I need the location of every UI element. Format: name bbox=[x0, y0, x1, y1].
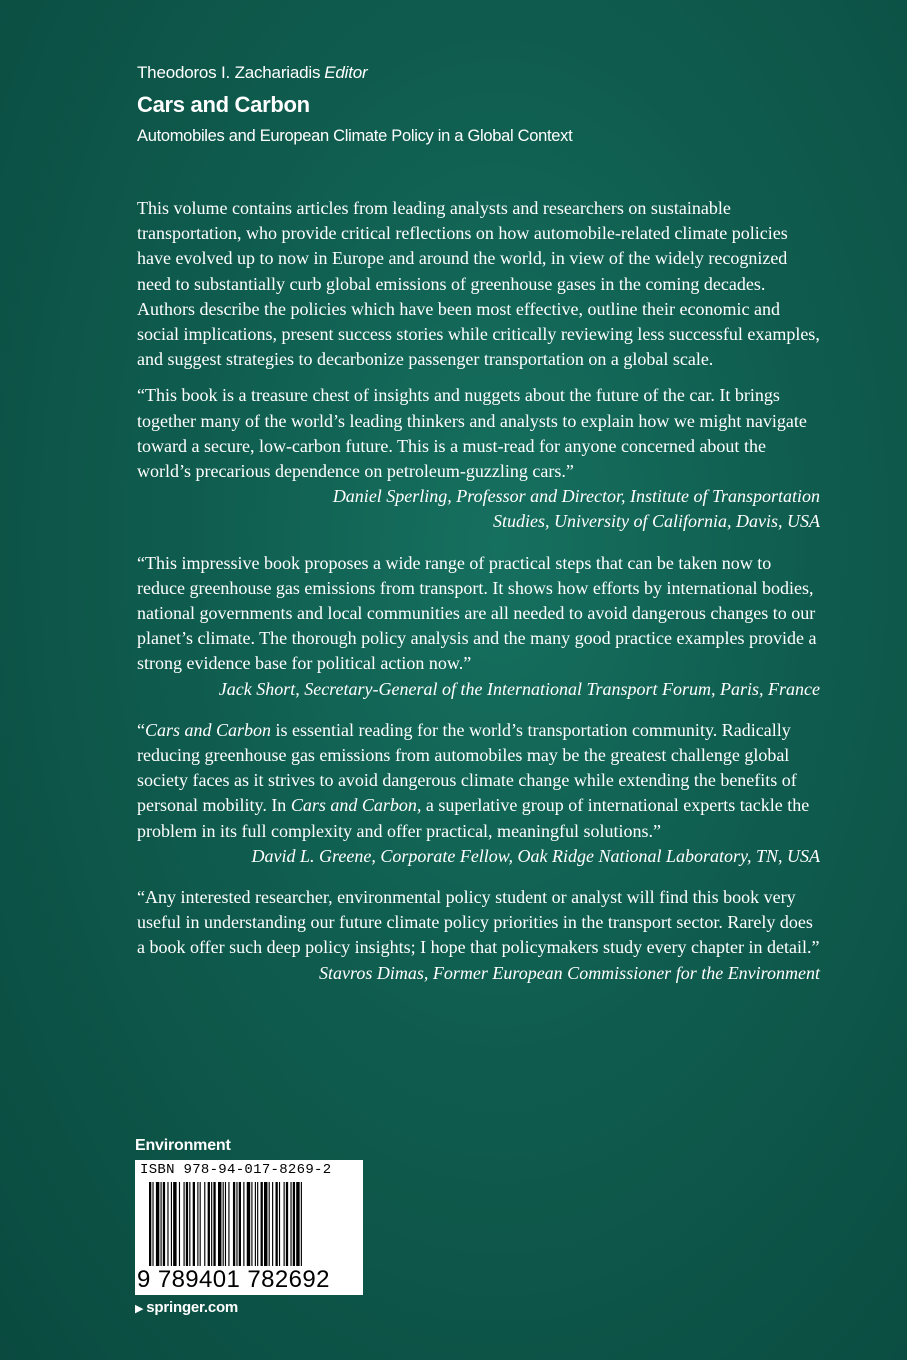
barcode-bar bbox=[225, 1182, 226, 1266]
barcode-bar bbox=[152, 1182, 153, 1266]
barcode-bar bbox=[272, 1182, 273, 1266]
barcode-bar bbox=[233, 1182, 235, 1266]
barcode-bar bbox=[284, 1182, 285, 1266]
barcode-bar bbox=[296, 1182, 299, 1266]
quote-dimas bbox=[137, 885, 820, 986]
barcode-bar bbox=[161, 1182, 162, 1266]
barcode-bar bbox=[211, 1182, 212, 1266]
barcode-bar bbox=[171, 1182, 172, 1266]
isbn-number: ISBN 978-94-017-8269-2 bbox=[140, 1162, 332, 1178]
barcode-bar bbox=[276, 1182, 278, 1266]
book-title-italic: Cars and Carbon bbox=[145, 719, 272, 740]
barcode-bar bbox=[247, 1182, 250, 1266]
isbn-barcode bbox=[135, 1160, 363, 1295]
quote-text: “Any interested researcher, environmental policy student or analyst will find this book very useful in understanding our future climate policy priorities in the transport sector. Rarely does a book offer such deep policy insights; I hope that policymakers study every chapter in detail.” bbox=[137, 887, 820, 958]
quote-short bbox=[137, 551, 820, 702]
barcode-bar bbox=[149, 1182, 151, 1266]
publisher-website[interactable] bbox=[135, 1299, 363, 1316]
barcode-bar bbox=[269, 1182, 270, 1266]
barcode-bar bbox=[186, 1182, 188, 1266]
quote-attribution: David L. Greene, Corporate Fellow, Oak Ridge National Laboratory, TN, USA bbox=[251, 845, 820, 866]
quote-text: “This book is a treasure chest of insights and nuggets about the future of the car. It brings together many of the world’s leading thinkers and analysts to explain how we might navigate toward a secure, low-carbon future. This is a must-read for anyone concerned about the world’s precarious dependence on petroleum-guzzling cars.” bbox=[137, 385, 807, 482]
quote-text bbox=[137, 718, 820, 844]
quote-sperling bbox=[137, 383, 820, 534]
barcode-bar bbox=[200, 1182, 201, 1266]
barcode-bar bbox=[279, 1182, 280, 1266]
barcode-bar bbox=[243, 1182, 244, 1266]
barcode-bar bbox=[239, 1182, 241, 1266]
barcode-bar bbox=[264, 1182, 267, 1266]
quote-attribution: Jack Short, Secretary-General of the International Transport Forum, Paris, France bbox=[218, 678, 820, 699]
website-label: springer.com bbox=[146, 1299, 239, 1316]
barcode-bar bbox=[255, 1182, 256, 1266]
barcode-bar bbox=[251, 1182, 252, 1266]
barcode-bar bbox=[204, 1182, 205, 1266]
quote-text-part: a superlative group of international experts tackle the problem in its full complexity and offer practical, meaningful solutions.” bbox=[137, 795, 810, 841]
back-cover-content bbox=[137, 196, 820, 1002]
barcode-bar bbox=[167, 1182, 168, 1266]
quote-attribution: Stavros Dimas, Former European Commissioner for the Environment bbox=[319, 962, 820, 983]
barcode-bar bbox=[197, 1182, 198, 1266]
barcode-bar bbox=[293, 1182, 295, 1266]
subject-category: Environment bbox=[135, 1137, 231, 1154]
barcode-bar bbox=[213, 1182, 215, 1266]
quote-text: “This impressive book proposes a wide range of practical steps that can be taken now to reduce greenhouse gas emissions from transport. It shows how efforts by international bodies, national governments and local communities are all needed to avoid dangerous changes to our planet’s climate. The thorough policy analysis and the many good practice examples provide a strong evidence base for political action now.” bbox=[137, 552, 817, 674]
barcode-bar bbox=[189, 1182, 190, 1266]
barcode-bar bbox=[261, 1182, 263, 1266]
quote-greene bbox=[137, 718, 820, 869]
barcode-bar bbox=[193, 1182, 195, 1266]
barcode-bar bbox=[208, 1182, 210, 1266]
barcode-digits: 9 789401 782692 bbox=[137, 1266, 330, 1293]
book-title-italic: Cars and Carbon, bbox=[290, 795, 422, 816]
arrow-right-icon: ▶ bbox=[135, 1303, 144, 1315]
book-title: Cars and Carbon bbox=[137, 92, 310, 117]
editor-role: Editor bbox=[324, 63, 368, 82]
quote-open-mark: “ bbox=[137, 719, 145, 740]
book-subtitle: Automobiles and European Climate Policy in a Global Context bbox=[137, 127, 573, 145]
barcode-bar bbox=[301, 1182, 302, 1266]
barcode-bar bbox=[156, 1182, 159, 1266]
barcode-bar bbox=[184, 1182, 185, 1266]
header bbox=[137, 62, 837, 148]
barcode-bar bbox=[163, 1182, 165, 1266]
editor-name: Theodoros I. Zachariadis bbox=[137, 63, 321, 82]
barcode-bar bbox=[236, 1182, 237, 1266]
quote-text-part: is essential reading for the world’s transportation community. Radically reducing greenhouse gas emissions from automobiles may be the greatest challenge global society faces as it strives to avoid dangerous climate change while extending the benefits of personal mobility. In bbox=[137, 719, 797, 816]
barcode-bar bbox=[173, 1182, 176, 1266]
attribution-line: Daniel Sperling, Professor and Director, Institute of Transportation bbox=[332, 486, 820, 507]
barcode-bar bbox=[179, 1182, 180, 1266]
attribution-line: Studies, University of California, Davis, USA bbox=[493, 511, 820, 532]
barcode-bar bbox=[218, 1182, 221, 1266]
barcode-bar bbox=[286, 1182, 288, 1266]
barcode-bar bbox=[223, 1182, 224, 1266]
barcode-bar bbox=[257, 1182, 258, 1266]
barcode-bar bbox=[228, 1182, 229, 1266]
footer bbox=[135, 1136, 363, 1316]
editor-line bbox=[137, 62, 837, 84]
quote-attribution bbox=[137, 484, 820, 534]
book-description: This volume contains articles from leading analysts and researchers on sustainable transportation, who provide critical reflections on how automobile-related climate policies have evolved up to now in Europe and around the world, in view of the widely recognized need to substantially curb global emissions of greenhouse gases in the coming decades. Authors describe the policies which have been most effective, outline their economic and social implications, present success stories while critically reviewing less successful examples, and suggest strategies to decarbonize passenger transportation on a global scale. bbox=[137, 198, 820, 370]
barcode-bar bbox=[290, 1182, 291, 1266]
